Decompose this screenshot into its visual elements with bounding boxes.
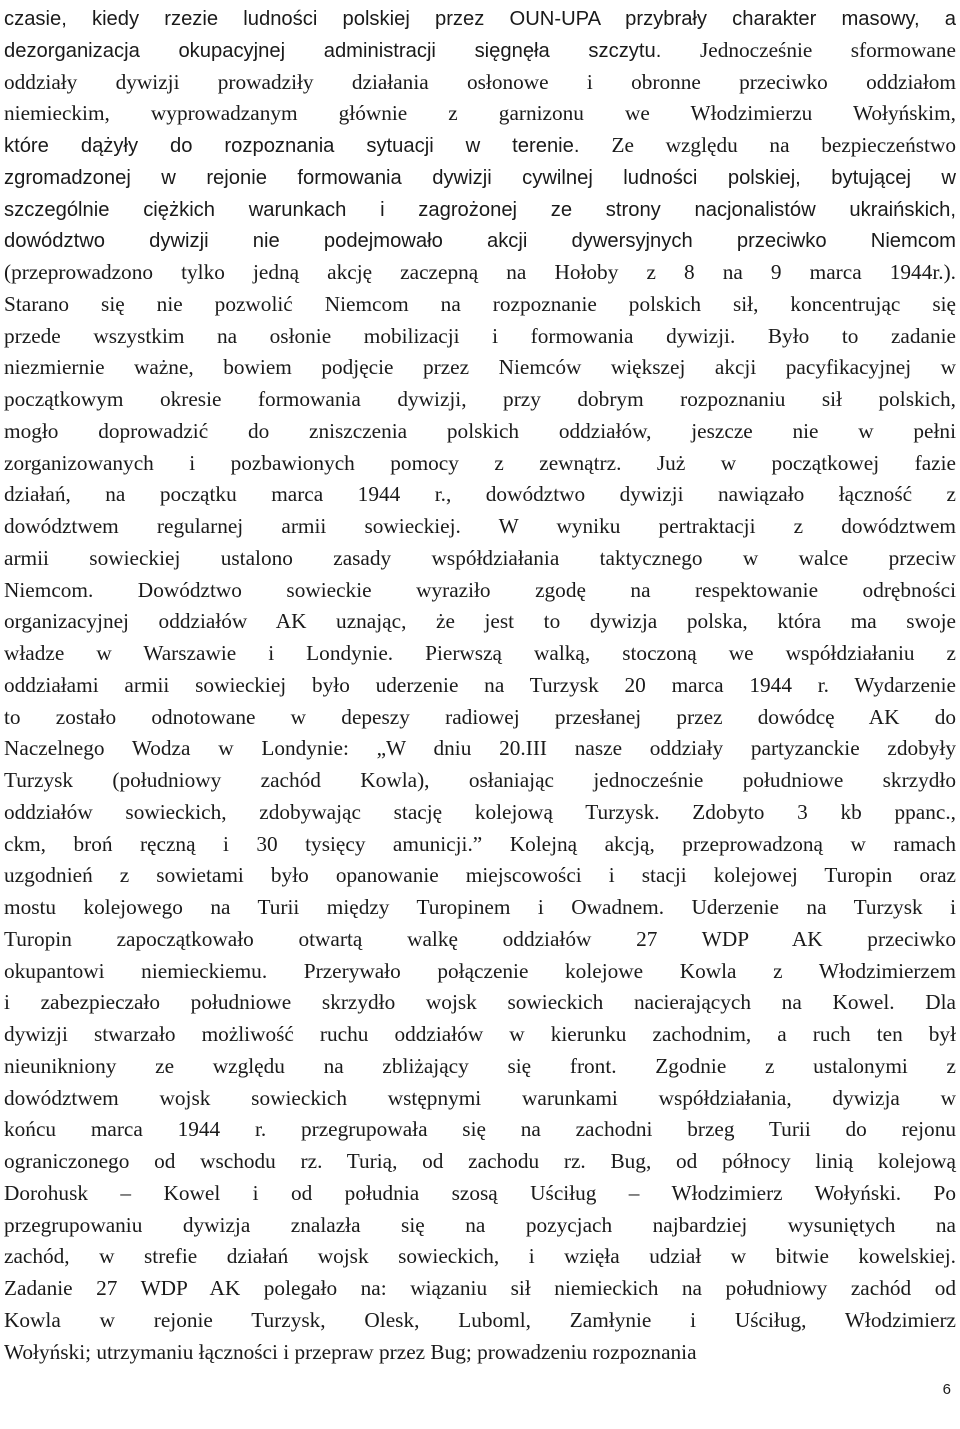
text-line <box>4 320 956 352</box>
text-segment: niezmiernie ważne, bowiem podjęcie przez Niemców większej akcji pacyfikacyjnej w <box>4 355 956 380</box>
text-segment: Niemcom. Dowództwo sowieckie wyraziło zgodę na respektowanie odrębności <box>4 577 956 602</box>
text-line <box>4 796 956 828</box>
text-segment: organizacyjnej oddziałów AK uznając, że jest to dywizja polska, która ma swoje <box>4 609 956 634</box>
text-line <box>4 637 956 669</box>
text-segment: które dążyły do rozpoznania sytuacji w terenie. <box>4 135 612 157</box>
text-line <box>4 986 956 1018</box>
text-line <box>4 415 956 447</box>
text-line <box>4 383 956 415</box>
text-segment: i zabezpieczało południowe skrzydło wojsk sowieckich nacierających na Kowel. Dla <box>4 990 956 1015</box>
text-segment: (przeprowadzono tylko jedną akcję zaczepną na Hołoby z 8 na 9 marca 1944r.). <box>4 260 956 284</box>
text-line <box>4 1050 956 1082</box>
text-line <box>4 891 956 923</box>
text-segment: oddziały dywizji prowadziły działania osłonowe i obronne przeciwko oddziałom <box>4 69 956 94</box>
text-segment: Kowla w rejonie Turzysk, Olesk, Luboml, Zamłynie i Uściług, Włodzimierz <box>4 1307 956 1332</box>
text-segment: uzgodnień z sowietami było opanowanie miejscowości i stacji kolejowej Turopin oraz <box>4 863 956 888</box>
text-segment: nieunikniony ze względu na zbliżający się front. Zgodnie z ustalonymi z <box>4 1053 956 1078</box>
text-line <box>4 97 956 129</box>
text-line <box>4 351 956 383</box>
text-line <box>4 66 956 98</box>
text-line <box>4 129 956 161</box>
text-line <box>4 193 956 225</box>
text-segment: Turzysk (południowy zachód Kowla), osłaniając jednocześnie południowe skrzydło <box>4 768 956 792</box>
text-line <box>4 764 956 796</box>
text-line <box>4 1209 956 1241</box>
text-line <box>4 1177 956 1209</box>
text-segment: dowództwo dywizji nie podejmowało akcji dywersyjnych przeciwko Niemcom <box>4 230 956 253</box>
text-segment: czasie, kiedy rzezie ludności polskiej przez OUN-UPA przybrały charakter masowy, a <box>4 8 956 30</box>
text-line <box>4 1145 956 1177</box>
text-segment: końcu marca 1944 r. przegrupowała się na zachodni brzeg Turii do rejonu <box>4 1117 956 1142</box>
text-segment: Jednocześnie sformowane <box>700 37 956 62</box>
page-number: 6 <box>942 1381 951 1398</box>
text-line <box>4 574 956 606</box>
text-segment: przegrupowaniu dywizja znalazła się na pozycjach najbardziej wysuniętych na <box>4 1212 956 1237</box>
text-segment: Dorohusk – Kowel i od południa szosą Uściług – Włodzimierz Wołyński. Po <box>4 1180 956 1205</box>
text-line <box>4 34 956 66</box>
text-segment: działań, na początku marca 1944 r., dowództwo dywizji nawiązało łączność z <box>4 482 956 507</box>
text-line <box>4 256 956 288</box>
text-line <box>4 1082 956 1114</box>
text-segment: dywizji stwarzało możliwość ruchu oddziałów w kierunku zachodnim, a ruch ten był <box>4 1022 956 1046</box>
text-line <box>4 288 956 320</box>
text-line <box>4 859 956 891</box>
text-line <box>4 701 956 733</box>
text-line <box>4 955 956 987</box>
text-segment: okupantowi niemieckiemu. Przerywało połączenie kolejowe Kowla z Włodzimierzem <box>4 958 956 983</box>
text-segment: zorganizowanych i pozbawionych pomocy z zewnątrz. Już w początkowej fazie <box>4 450 956 475</box>
text-segment: niemieckim, wyprowadzanym głównie z garnizonu we Włodzimierzu Wołyńskim, <box>4 101 956 126</box>
text-line <box>4 1304 956 1336</box>
text-line <box>4 1113 956 1145</box>
text-line <box>4 478 956 510</box>
text-segment: Starano się nie pozwolić Niemcom na rozpoznanie polskich sił, koncentrując się <box>4 291 956 316</box>
text-line <box>4 510 956 542</box>
text-segment: Ze względu na bezpieczeństwo <box>611 133 957 157</box>
text-line <box>4 605 956 637</box>
text-segment: szczególnie ciężkich warunkach i zagrożonej ze strony nacjonalistów ukraińskich, <box>4 198 956 221</box>
text-segment: Turopin zapoczątkowało otwartą walkę oddziałów 27 WDP AK przeciwko <box>4 926 956 951</box>
text-line <box>4 923 956 955</box>
text-segment: przede wszystkim na osłonie mobilizacji i formowania dywizji. Było to zadanie <box>4 323 956 348</box>
text-segment: mogło doprowadzić do zniszczenia polskich oddziałów, jeszcze nie w pełni <box>4 418 956 443</box>
text-segment: oddziałów sowieckich, zdobywając stację kolejową Turzysk. Zdobyto 3 kb ppanc., <box>4 799 956 824</box>
text-segment: zgromadzonej w rejonie formowania dywizji cywilnej ludności polskiej, bytującej w <box>4 166 956 189</box>
text-segment: władze w Warszawie i Londynie. Pierwszą walką, stoczoną we współdziałaniu z <box>4 641 956 665</box>
text-line <box>4 161 956 193</box>
text-segment: Zadanie 27 WDP AK polegało na: wiązaniu sił niemieckich na południowy zachód od <box>4 1276 956 1300</box>
text-segment: Naczelnego Wodza w Londynie: „W dniu 20.III nasze oddziały partyzanckie zdobyły <box>4 736 956 761</box>
text-segment: początkowym okresie formowania dywizji, przy dobrym rozpoznaniu sił polskich, <box>4 387 956 411</box>
text-segment: dezorganizacja okupacyjnej administracji sięgnęła szczytu. <box>4 39 700 62</box>
text-line <box>4 1336 956 1368</box>
text-segment: dowództwem wojsk sowieckich wstępnymi warunkami współdziałania, dywizja w <box>4 1085 956 1110</box>
text-segment: ckm, broń ręczną i 30 tysięcy amunicji.” Kolejną akcją, przeprowadzoną w ramach <box>4 831 956 856</box>
text-line <box>4 1018 956 1050</box>
text-segment: dowództwem regularnej armii sowieckiej. W wyniku pertraktacji z dowództwem <box>4 514 956 538</box>
text-line <box>4 828 956 860</box>
text-segment: ograniczonego od wschodu rz. Turią, od zachodu rz. Bug, od północy linią kolejową <box>4 1149 956 1173</box>
text-line <box>4 669 956 701</box>
text-line <box>4 447 956 479</box>
text-line <box>4 1240 956 1272</box>
text-segment: Wołyński; utrzymaniu łączności i przepraw przez Bug; prowadzeniu rozpoznania <box>4 1339 697 1364</box>
text-line <box>4 2 956 34</box>
text-line <box>4 732 956 764</box>
text-segment: oddziałami armii sowieckiej było uderzenie na Turzysk 20 marca 1944 r. Wydarzenie <box>4 672 956 697</box>
text-segment: to zostało odnotowane w depeszy radiowej przesłanej przez dowódcę AK do <box>4 704 956 729</box>
text-line <box>4 224 956 256</box>
text-segment: zachód, w strefie działań wojsk sowieckich, i wzięła udział w bitwie kowelskiej. <box>4 1244 956 1269</box>
text-line <box>4 542 956 574</box>
text-segment: armii sowieckiej ustalono zasady współdziałania taktycznego w walce przeciw <box>4 545 956 570</box>
text-line <box>4 1272 956 1304</box>
text-segment: mostu kolejowego na Turii między Turopinem i Owadnem. Uderzenie na Turzysk i <box>4 895 956 919</box>
